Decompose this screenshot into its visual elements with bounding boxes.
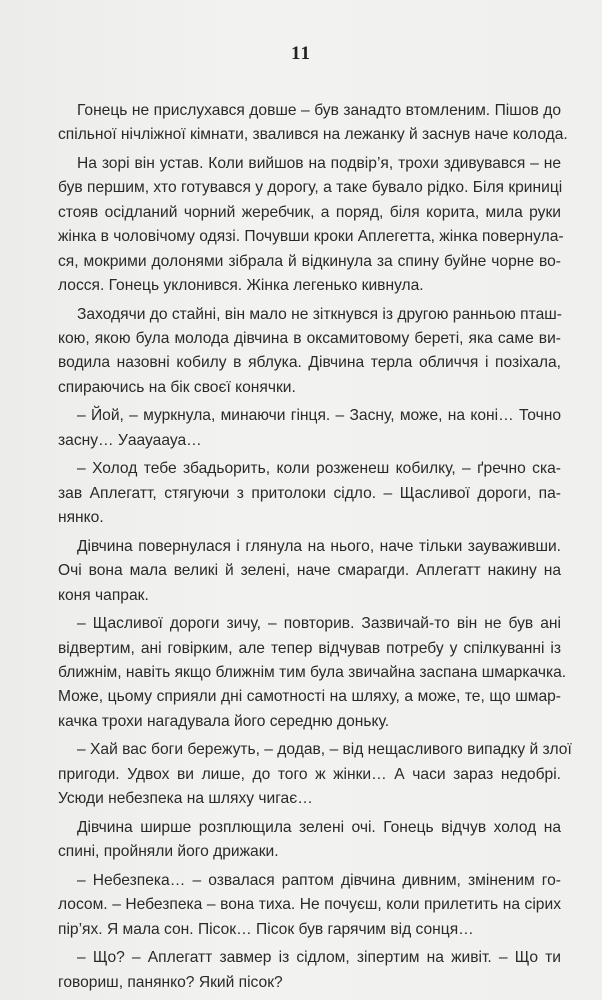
page-number: 11	[291, 43, 311, 64]
text-line: ближнім, навіть якщо ближнім тим була звичайна заспана шмаркачка.	[58, 664, 567, 682]
text-line: кою, якою була молода дівчина в оксамитовому береті, яка саме ви-	[58, 330, 561, 348]
body-text	[58, 99, 572, 999]
text-line: пір’ях. Я мала сон. Пісок… Пісок був гарячим від сонця…	[58, 920, 474, 938]
paragraph	[58, 738, 572, 811]
text-line: – Йой, – муркнула, минаючи гінця. – Засну, може, на коні… Точно	[77, 407, 561, 425]
paragraph	[58, 152, 564, 298]
text-line: водила назовні кобилу в яблука. Дівчина терла обличчя і позіхала,	[58, 354, 561, 372]
text-line: ся, мокрими долонями зібрала й відкинула за спину буйне чорне во-	[58, 252, 561, 270]
text-line: – Щасливої дороги зичу, – повторив. Зазвичай-то він не був ані	[77, 615, 561, 633]
text-line: – Небезпека… – озвалася раптом дівчина дивним, зміненим го-	[77, 871, 561, 889]
text-line: пригоди. Удвох ви лише, до того ж жінки… А часи зараз недобрі.	[58, 765, 561, 783]
paragraph	[58, 816, 561, 865]
text-line: нянко.	[58, 509, 104, 527]
text-line: лосом. – Небезпека – вона тиха. Не почуєш, коли прилетить на сірих	[58, 896, 561, 914]
text-line: зав Аплегатт, стягуючи з притолоки сідло. – Щасливої дороги, па-	[58, 484, 561, 502]
text-line: спільної нічліжної кімнати, звалився на лежанку й заснув наче колода.	[58, 126, 568, 144]
paragraph	[58, 535, 561, 608]
paragraph	[58, 404, 561, 453]
text-line: жінка в чоловічому одязі. Почувши кроки Аплегетта, жінка повернула-	[58, 228, 564, 246]
text-line: качка трохи нагадувала його середню доньку.	[58, 712, 390, 730]
paragraph	[58, 303, 561, 401]
text-line: Усюди небезпека на шляху чигає…	[58, 790, 313, 808]
text-line: – Що? – Аплегатт завмер із сідлом, зіпертим на живіт. – Що ти	[77, 949, 561, 967]
paragraph	[58, 612, 567, 734]
text-line: коня чапрак.	[58, 586, 149, 604]
text-line: відвертим, ані говірким, але тепер відчував потребу у спілкуванні із	[58, 639, 561, 657]
text-line: Очі вона мала великі й зелені, наче смарагди. Аплегатт накину на	[58, 562, 561, 580]
text-line: Дівчина повернулася і глянула на нього, наче тільки зауваживши.	[77, 537, 561, 555]
text-line: – Хай вас боги бережуть, – додав, – від нещасливого випадку й злої	[77, 741, 572, 759]
text-line: Гонець не прислухався довше – був занадто втомленим. Пішов до	[77, 102, 561, 119]
text-line: стояв осідланий чорний жеребчик, а поряд, біля корита, мила руки	[58, 203, 561, 221]
text-line: На зорі він устав. Коли вийшов на подвір’я, трохи здивувався – не	[77, 155, 561, 172]
text-line: засну… Уаауаауа…	[58, 431, 202, 449]
paragraph	[58, 457, 561, 530]
paragraph	[58, 99, 568, 148]
text-line: спираючись на бік своєї конячки.	[58, 378, 296, 396]
text-line: Заходячи до стайні, він мало не зіткнувся із другою ранньою пташ-	[77, 305, 562, 323]
text-line: був першим, хто готувався у дорогу, а таке бувало рідко. Біля криниці	[58, 179, 563, 197]
text-line: говориш, панянко? Який пісок?	[58, 973, 283, 991]
text-line: Може, цьому сприяли дні самотності на шляху, а може, те, що шмар-	[58, 688, 561, 706]
paragraph	[58, 946, 561, 995]
text-line: Дівчина ширше розплющила зелені очі. Гонець відчув холод на	[77, 818, 561, 836]
text-line: лосся. Гонець уклонився. Жінка легенько кивнула.	[58, 277, 424, 295]
text-line: – Холод тебе збадьорить, коли розженеш кобилку, – ґречно ска-	[77, 460, 561, 478]
paragraph	[58, 869, 561, 942]
text-line: спині, пройняли його дрижаки.	[58, 843, 279, 861]
